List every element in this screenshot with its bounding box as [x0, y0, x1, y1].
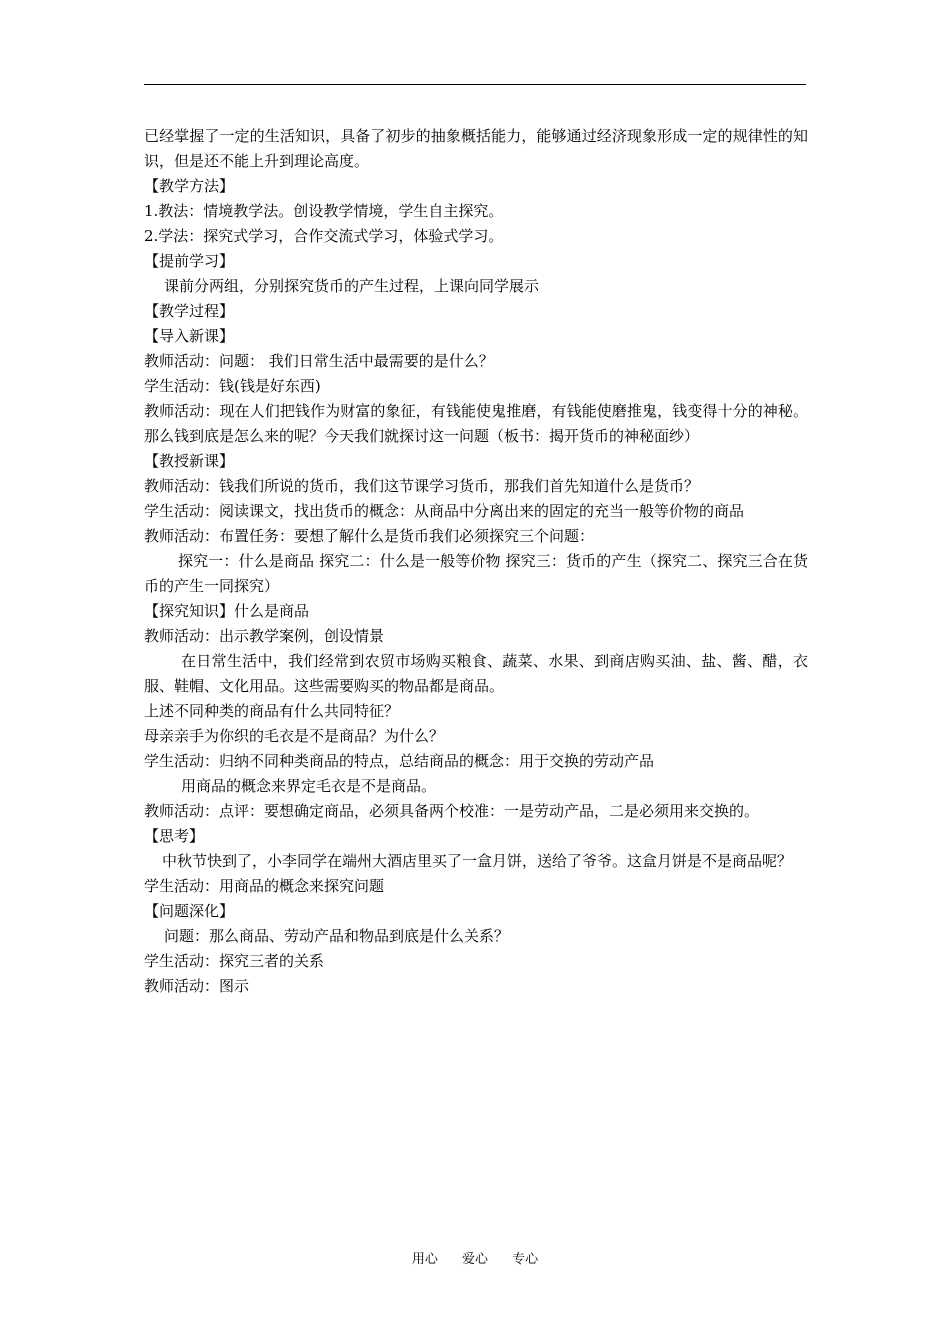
text-line: 问题：那么商品、劳动产品和物品到底是什么关系？	[164, 927, 510, 945]
section-heading-think: 【思考】	[144, 827, 205, 845]
footer-item: 用心	[411, 1252, 438, 1267]
section-heading-process: 【教学过程】	[144, 302, 235, 320]
text-line: 2.学法：探究式学习，合作交流式学习，体验式学习。	[144, 227, 504, 245]
text-line: 教师活动：点评：要想确定商品，必须具备两个校准：一是劳动产品，二是必须用来交换的。	[144, 802, 760, 820]
text-line: 教师活动：出示教学案例，创设情景	[144, 627, 385, 645]
text-line: 学生活动：归纳不同种类商品的特点，总结商品的概念：用于交换的劳动产品	[144, 752, 655, 770]
text-line: 上述不同种类的商品有什么共同特征？	[144, 702, 400, 720]
text-paragraph: 教师活动：现在人们把钱作为财富的象征，有钱能使鬼推磨，有钱能使磨推鬼，钱变得十分的神秘。那么钱到底是怎么来的呢？今天我们就探讨这一问题（板书：揭开货币的神秘面纱）	[144, 402, 808, 445]
text-line: 教师活动：问题： 我们日常生活中最需要的是什么？	[144, 352, 494, 370]
text-line: 学生活动：阅读课文，找出货币的概念：从商品中分离出来的固定的充当一般等价物的商品	[144, 502, 745, 520]
section-heading-deepen: 【问题深化】	[144, 902, 235, 920]
document-body	[144, 124, 808, 999]
text-line: 学生活动：用商品的概念来探究问题	[144, 877, 385, 895]
text-line: 学生活动：探究三者的关系	[144, 952, 325, 970]
section-heading-new-lesson: 【教授新课】	[144, 452, 235, 470]
text-paragraph: 在日常生活中，我们经常到农贸市场购买粮食、蔬菜、水果、到商店购买油、盐、酱、醋，衣服、鞋帽、文化用品。这些需要购买的物品都是商品。	[144, 652, 808, 695]
text-paragraph: 探究一：什么是商品 探究二：什么是一般等价物 探究三：货币的产生（探究二、探究三合在货币的产生一同探究）	[144, 552, 808, 595]
footer-item: 专心	[512, 1252, 539, 1267]
text-line: 课前分两组，分别探究货币的产生过程，上课向同学展示	[164, 277, 540, 295]
section-heading-methods: 【教学方法】	[144, 177, 235, 195]
page-footer	[0, 1248, 950, 1267]
section-heading-intro-lesson: 【导入新课】	[144, 327, 235, 345]
intro-paragraph: 已经掌握了一定的生活知识，具备了初步的抽象概括能力，能够通过经济现象形成一定的规律性的知识，但是还不能上升到理论高度。	[144, 127, 808, 170]
text-line: 教师活动：布置任务：要想了解什么是货币我们必须探究三个问题：	[144, 527, 595, 545]
section-heading-prestudy: 【提前学习】	[144, 252, 235, 270]
text-line: 学生活动：钱(钱是好东西)	[144, 377, 321, 395]
text-line: 母亲亲手为你织的毛衣是不是商品？为什么？	[144, 727, 445, 745]
text-line: 用商品的概念来界定毛衣是不是商品。	[181, 777, 437, 795]
text-line: 1.教法：情境教学法。创设教学情境，学生自主探究。	[144, 202, 504, 220]
footer-item: 爱心	[461, 1252, 488, 1267]
text-line: 教师活动：钱我们所说的货币，我们这节课学习货币，那我们首先知道什么是货币？	[144, 477, 700, 495]
header-rule	[144, 84, 806, 85]
section-heading-explore: 【探究知识】什么是商品	[144, 602, 310, 620]
text-line: 教师活动：图示	[144, 977, 250, 995]
text-paragraph: 中秋节快到了，小李同学在端州大酒店里买了一盒月饼，送给了爷爷。这盒月饼是不是商品呢？	[162, 852, 793, 870]
